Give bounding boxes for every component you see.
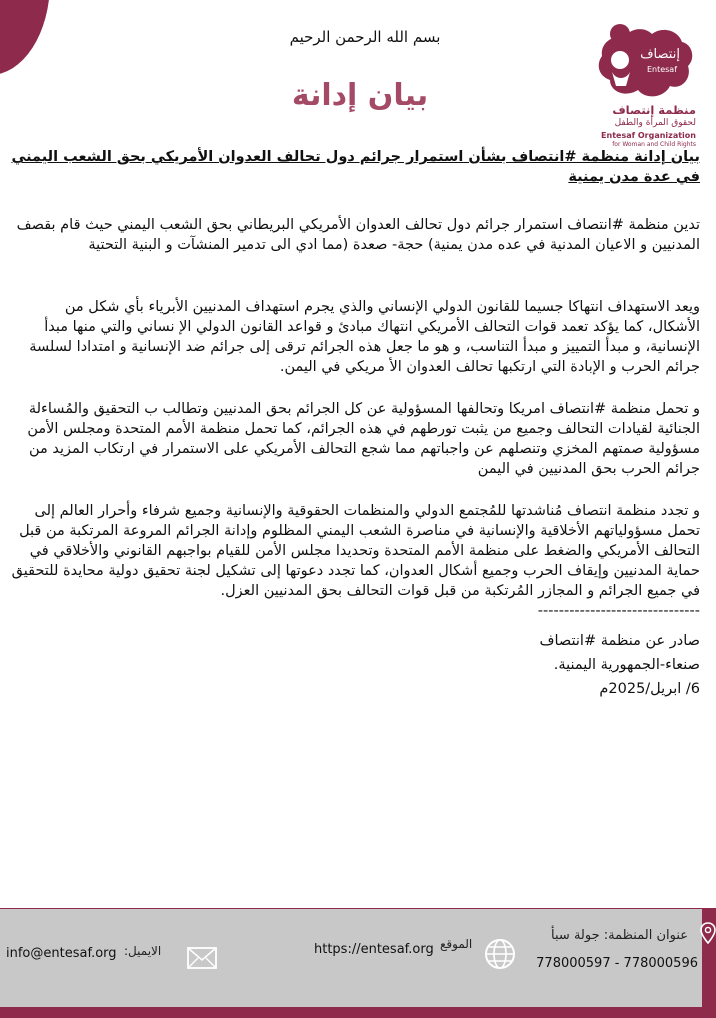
svg-text:Entesaf: Entesaf (646, 65, 678, 74)
logo-mark-icon (582, 14, 702, 104)
signature-location: صنعاء-الجمهورية اليمنية. (553, 657, 700, 673)
paragraph-responsibility: و تحمل منظمة #انتصاف امريكا وتحالفها المسؤولية عن كل الجرائم بحق المدنيين وتطالب ب التحقيق والمُساءلة الجنائية لقيادات التحالف وجميع من يثبت تورطهم في هذه الجرائم، كما تحمل منظمة الأمم المتحدة ومجلس الأمن مسؤولية صمتهم المخزي وتنصلهم عن واجباتهم مما شجع التحالف الأمريكي على الاستمرار في ارتكاب المزيد من جرائم الحرب بحق المدنيين في اليمن (27, 401, 700, 477)
organization-logo (582, 14, 702, 148)
logo-tagline-arabic: لحقوق المرأة والطفل (614, 118, 696, 128)
footer-email[interactable]: info@entesaf.org (6, 946, 117, 961)
corner-decoration (0, 0, 50, 75)
document-title: بيان إدانة (291, 78, 429, 113)
logo-name-english: Entesaf Organization (601, 131, 696, 140)
footer-address: عنوان المنظمة: جولة سبأ (551, 928, 688, 943)
svg-text:إنتصاف: إنتصاف (640, 47, 680, 62)
logo-name-arabic: منظمة إنتصاف (612, 103, 696, 117)
statement-headline: بيان إدانة منظمة #انتصاف بشأن استمرار جرائم دول تحالف العدوان الأمريكي بحق الشعب اليمني في عدة مدن يمنية (11, 149, 700, 185)
paragraph-condemnation: تدين منظمة #انتصاف استمرار جرائم دول تحالف العدوان الأمريكي البريطاني بحق الشعب اليمني حيث قام بقصف المدنيين و الاعيان المدنية في عده مدن يمنية) حجة- صعدة (مما ادي الى تدمير المنشآت و البنية التحتية (16, 217, 700, 253)
location-icon (700, 922, 716, 944)
footer-phones[interactable]: 778000597 - 778000596 (536, 956, 698, 971)
logo-tagline-english: for Woman and Child Rights (612, 141, 696, 148)
separator-line: ------------------------------- (537, 603, 700, 619)
signature-issuer: صادر عن منظمة #انتصاف (539, 633, 700, 649)
footer-website-label: الموقع (440, 937, 473, 951)
footer-website[interactable]: https://entesaf.org (314, 942, 434, 957)
signature-block (10, 629, 700, 701)
signature-date: 6/ ابريل/2025م (599, 681, 700, 697)
footer-email-label: الايميل: (124, 944, 162, 958)
globe-icon (484, 938, 516, 970)
paragraph-violation: ويعد الاستهداف انتهاكا جسيما للقانون الدولي الإنساني والذي يجرم استهداف المدنيين الأبرياء بأي شكل من الأشكال، كما يؤكد تعمد قوات التحالف الأمريكي انتهاك مبادئ و قواعد القانون الدولي الإ نساني والتي منها مبدأ الإنسانية، و مبدأ التمييز و مبدأ التناسب، و هو ما جعل هذه الجرائم ترقى إلى جرائم ضد الإنسانية و امتدادا لسلسة جرائم الحرب و الإبادة التي ارتكبها تحالف العدوان الأ مريكي في اليمن. (29, 299, 700, 375)
paragraph-appeal: و تجدد منظمة انتصاف مُناشدتها للمُجتمع الدولي والمنظمات الحقوقية والإنسانية وجميع شرفاء وأحرار العالم إلى تحمل مسؤولياتهم الأخلاقية والإنسانية في مناصرة الشعب اليمني المظلوم وإدانة الجرائم المروعة المرتكبة من قبل التحالف الأمريكي والضغط على منظمة الأمم المتحدة وتحديدا مجلس الأمن للقيام بواجبهم القانوني والأخلاقي في حماية المدنيين وإيقاف الحرب وجميع أشكال العدوان، كما تجدد دعوتها إلى تشكيل لجنة تحقيق دولية محايدة للتحقيق في جميع الجرائم و المجازر المُرتكبة من قبل قوات التحالف بحق المدنيين العزل. (11, 503, 700, 599)
statement-body (10, 147, 700, 701)
basmala: بسم الله الرحمن الرحيم (289, 28, 441, 46)
mail-icon (186, 946, 218, 970)
